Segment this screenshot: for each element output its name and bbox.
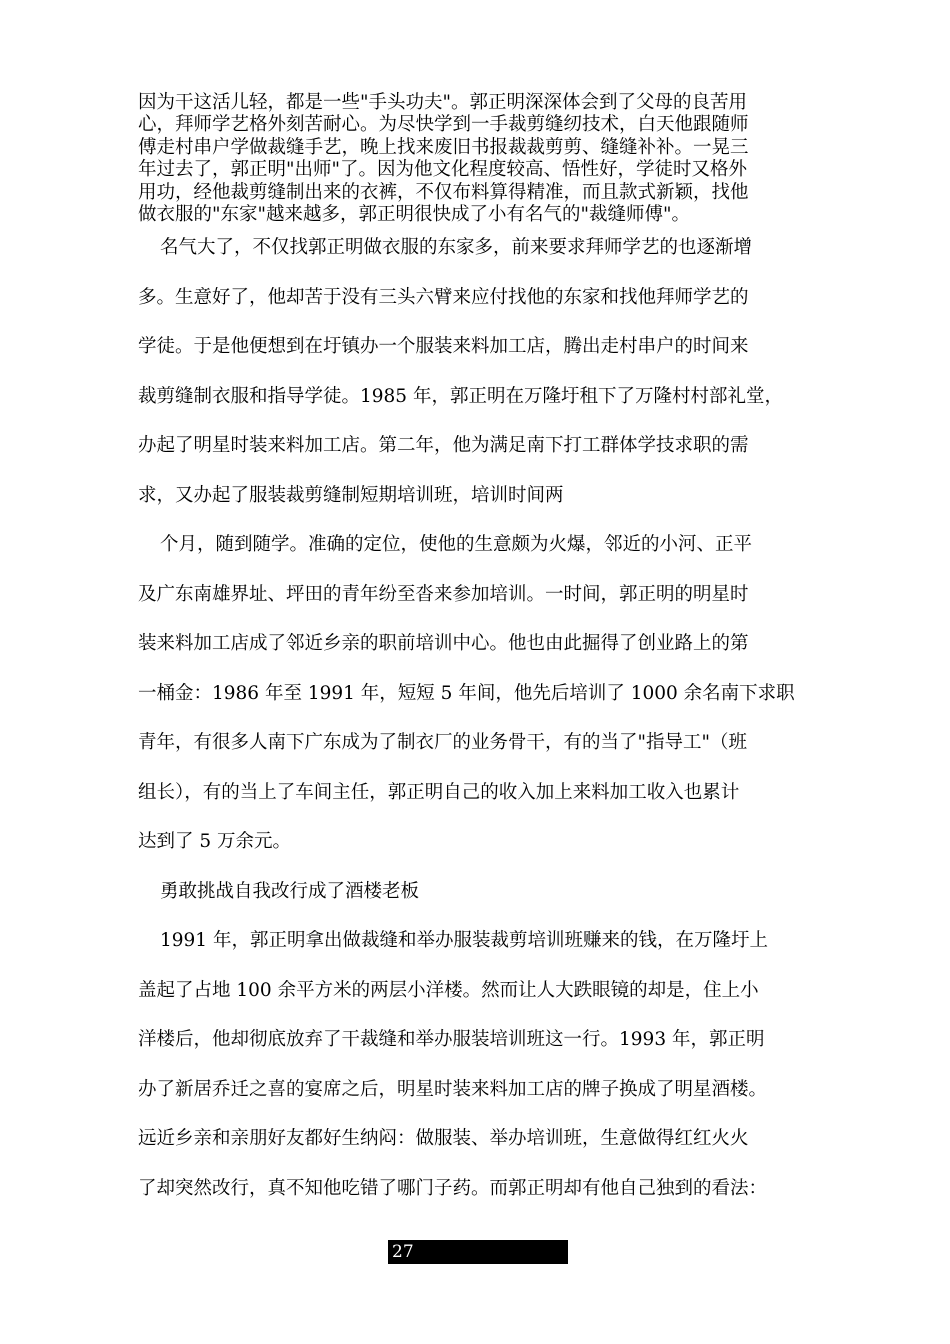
paragraph-start-line: 1991 年，郭正明拿出做裁缝和举办服装裁剪培训班赚来的钱，在万隆圩上 [160,930,768,951]
text-line: 及广东南雄界址、坪田的青年纷至沓来参加培训。一时间，郭正明的明星时 [138,583,749,605]
text-line: 了却突然改行，真不知他吃错了哪门子药。而郭正明却有他自己独到的看法： [138,1177,768,1199]
text-line: 因为干这活儿轻，都是一些"手头功夫"。郭正明深深体会到了父母的良苦用 [138,92,748,113]
text-line: 年过去了，郭正明"出师"了。因为他文化程度较高、悟性好，学徒时又格外 [138,159,748,181]
paragraph-apprenticeship [138,92,828,226]
text-line: 办起了明星时装来料加工店。第二年，他为满足南下打工群体学技求职的需 [138,435,749,456]
section-heading: 勇敢挑战自我改行成了酒楼老板 [160,880,420,902]
text-line: 达到了 5 万余元。 [138,831,292,852]
text-line: 学徒。于是他便想到在圩镇办一个服装来料加工店，腾出走村串户的时间来 [138,336,749,357]
text-line: 多。生意好了，他却苦于没有三头六臂来应付找他的东家和找他拜师学艺的 [138,286,749,308]
body-text [138,223,838,1213]
page-number-bar [388,1240,568,1264]
text-line: 组长），有的当上了车间主任，郭正明自己的收入加上来料加工收入也累计 [138,781,740,803]
text-line: 傅走村串户学做裁缝手艺，晚上找来废旧书报裁裁剪剪、缝缝补补。一晃三 [138,136,749,158]
text-line: 用功，经他裁剪缝制出来的衣裤，不仅布料算得精准，而且款式新颖，找他 [138,181,749,203]
text-line: 做衣服的"东家"越来越多，郭正明很快成了小有名气的"裁缝师傅"。 [138,203,691,225]
text-line: 裁剪缝制衣服和指导学徒。1985 年，郭正明在万隆圩租下了万隆村村部礼堂， [138,385,783,407]
text-line: 一桶金：1986 年至 1991 年，短短 5 年间，他先后培训了 1000 余名南下求职 [138,682,795,704]
text-line: 远近乡亲和亲朋好友都好生纳闷：做服装、举办培训班，生意做得红红火火 [138,1128,749,1149]
text-line: 办了新居乔迁之喜的宴席之后，明星时装来料加工店的牌子换成了明星酒楼。 [138,1078,768,1100]
text-line: 求，又办起了服装裁剪缝制短期培训班，培训时间两 [138,484,564,506]
paragraph-start-line: 名气大了，不仅找郭正明做衣服的东家多，前来要求拜师学艺的也逐渐增 [160,237,753,258]
paragraph-start-line: 个月，随到随学。准确的定位，使他的生意颇为火爆，邻近的小河、正平 [160,534,753,555]
text-line: 青年，有很多人南下广东成为了制衣厂的业务骨干，有的当了"指导工"（班 [138,732,748,753]
text-line: 洋楼后，他却彻底放弃了干裁缝和举办服装培训班这一行。1993 年，郭正明 [138,1029,765,1050]
text-line: 心，拜师学艺格外刻苦耐心。为尽快学到一手裁剪缝纫技术，白天他跟随师 [138,114,749,136]
text-line: 盖起了占地 100 余平方米的两层小洋楼。然而让人大跌眼镜的却是，住上小 [138,979,759,1001]
text-line: 装来料加工店成了邻近乡亲的职前培训中心。他也由此掘得了创业路上的第 [138,633,749,654]
page-number: 27 [392,1242,414,1262]
